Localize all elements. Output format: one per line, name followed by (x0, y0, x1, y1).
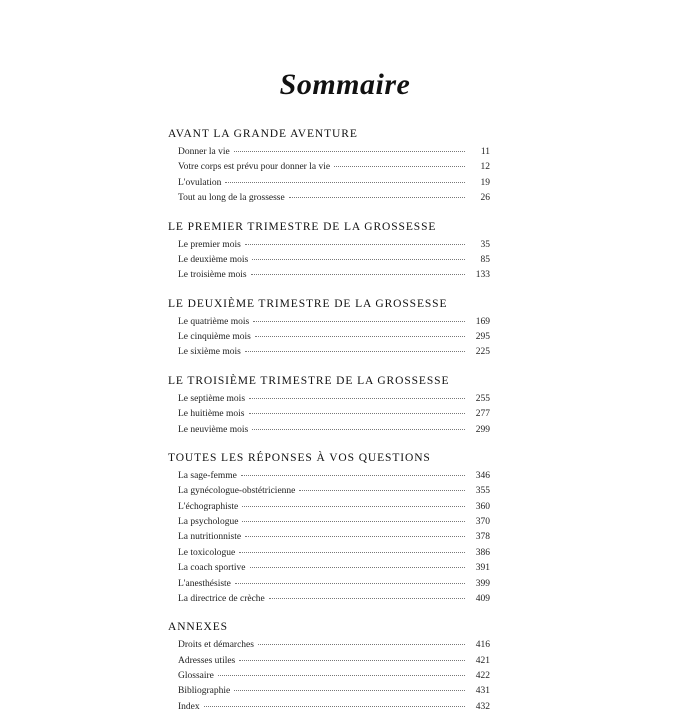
toc-entry[interactable] (168, 700, 490, 715)
toc-entry-page-number: 391 (475, 563, 490, 574)
toc-entry-leader-dots (225, 182, 465, 183)
toc-entry-page-number: 355 (475, 486, 490, 497)
toc-entry-leader-dots (235, 583, 465, 584)
toc-entry[interactable] (168, 561, 490, 576)
toc-entry-label: Droits et démarches (178, 640, 254, 651)
toc-entry-leader-dots (334, 166, 465, 167)
toc-entry-page-number: 169 (475, 316, 490, 327)
toc-entry-label: Votre corps est prévu pour donner la vie (178, 162, 331, 173)
toc-entry-page-number: 225 (475, 347, 490, 358)
toc-entry-page-number: 299 (475, 424, 490, 435)
toc-entry-page-number: 133 (475, 270, 490, 281)
toc-entry[interactable] (168, 407, 490, 422)
toc-section-heading: LE DEUXIÈME TRIMESTRE DE LA GROSSESSE (168, 297, 448, 310)
toc-entry-leader-dots (234, 690, 465, 691)
toc-entry-leader-dots (204, 706, 465, 707)
toc-entry[interactable] (168, 392, 490, 407)
toc-entry-leader-dots (218, 675, 465, 676)
toc-entry-page-number: 360 (475, 501, 490, 512)
toc-entry-page-number: 295 (475, 332, 490, 342)
toc-entry-label: L'anesthésiste (178, 578, 231, 589)
toc-section-heading: LE TROISIÈME TRIMESTRE DE LA GROSSESSE (168, 374, 450, 387)
toc-entry[interactable] (168, 577, 490, 592)
toc-entry[interactable] (168, 500, 490, 515)
toc-section-heading: AVANT LA GRANDE AVENTURE (168, 128, 358, 140)
toc-section (168, 298, 490, 361)
toc-section-heading: LE PREMIER TRIMESTRE DE LA GROSSESSE (168, 220, 437, 233)
toc-entry-label: Glossaire (178, 671, 214, 681)
toc-entry-label: La directrice de crèche (178, 593, 265, 604)
toc-entry-page-number: 378 (475, 532, 490, 543)
toc-section-heading: ANNEXES (168, 621, 228, 634)
toc-entry-label: Le cinquième mois (178, 332, 251, 342)
toc-entry-leader-dots (253, 321, 465, 322)
toc-entry[interactable] (168, 469, 490, 484)
page-title: Sommaire (279, 68, 411, 101)
toc-entry-label: La psychologue (178, 517, 239, 527)
toc-entry-label: Le quatrième mois (178, 316, 250, 327)
toc-entry[interactable] (168, 160, 490, 175)
toc-entry-page-number: 346 (475, 470, 490, 481)
toc-entry-leader-dots (245, 244, 465, 245)
toc-entry-label: Le huitième mois (178, 409, 245, 420)
toc-entry[interactable] (168, 268, 490, 283)
toc-entry[interactable] (168, 546, 490, 561)
toc-entry[interactable] (168, 191, 490, 206)
toc-entry-leader-dots (289, 197, 465, 198)
toc-entry-list (168, 145, 490, 207)
toc-section (168, 221, 490, 284)
toc-entry[interactable] (168, 345, 490, 360)
toc-entry-list (168, 392, 490, 438)
toc-entry[interactable] (168, 315, 490, 330)
toc-entry[interactable] (168, 423, 490, 438)
toc-entry-page-number: 432 (475, 701, 490, 712)
toc-entry-page-number: 399 (475, 578, 490, 589)
toc-entry-label: Le premier mois (178, 239, 241, 250)
toc-entry-list (168, 638, 490, 715)
toc-entry-label: Tout au long de la grossesse (178, 193, 285, 204)
toc-entry-label: Index (178, 701, 200, 712)
toc-section (168, 128, 490, 207)
toc-entry-list (168, 315, 490, 361)
toc-entry-page-number: 422 (475, 671, 490, 681)
toc-entry-page-number: 421 (475, 655, 490, 666)
toc-entry-label: Le neuvième mois (178, 424, 249, 435)
toc-entry-label: Adresses utiles (178, 655, 236, 666)
toc-entry[interactable] (168, 145, 490, 160)
toc-section-heading: TOUTES LES RÉPONSES À VOS QUESTIONS (168, 451, 431, 464)
toc-entry-page-number: 277 (475, 409, 490, 420)
toc-entry[interactable] (168, 669, 490, 684)
toc-entry[interactable] (168, 638, 490, 653)
toc-entry-list (168, 469, 490, 607)
toc-entry-page-number: 370 (475, 517, 490, 527)
toc-entry-leader-dots (234, 151, 465, 152)
toc-entry-leader-dots (242, 521, 465, 522)
toc-entry-page-number: 409 (475, 593, 490, 604)
toc-entry-label: La coach sportive (178, 563, 246, 574)
toc-entry-page-number: 431 (475, 686, 490, 697)
toc-entry-leader-dots (242, 506, 465, 507)
toc-entry-leader-dots (251, 274, 465, 275)
toc-entry-label: La nutritionniste (178, 532, 242, 543)
toc-entry-label: La gynécologue-obstétricienne (178, 486, 296, 497)
toc-entry-label: L'ovulation (178, 177, 222, 188)
toc-entry[interactable] (168, 238, 490, 253)
table-of-contents (0, 102, 690, 715)
toc-entry-label: La sage-femme (178, 470, 237, 481)
toc-entry-label: Le troisième mois (178, 270, 247, 281)
toc-entry-label: L'échographiste (178, 501, 239, 512)
toc-entry-leader-dots (252, 259, 465, 260)
toc-entry-page-number: 11 (480, 147, 490, 157)
toc-entry[interactable] (168, 176, 490, 191)
toc-entry-label: Le sixième mois (178, 347, 241, 358)
toc-section (168, 452, 490, 607)
toc-entry-label: Le toxicologue (178, 547, 236, 558)
toc-entry[interactable] (168, 253, 490, 268)
toc-section (168, 375, 490, 438)
toc-entry-leader-dots (239, 660, 465, 661)
toc-entry-leader-dots (299, 490, 465, 491)
toc-entry-label: Le septième mois (178, 393, 246, 404)
toc-entry-leader-dots (249, 398, 465, 399)
toc-entry[interactable] (168, 515, 490, 530)
toc-entry-leader-dots (241, 475, 465, 476)
toc-entry-leader-dots (255, 336, 465, 337)
toc-entry-label: Le deuxième mois (178, 254, 249, 265)
toc-entry-list (168, 238, 490, 284)
toc-entry-label: Bibliographie (178, 686, 231, 697)
toc-entry-leader-dots (252, 429, 465, 430)
toc-entry-page-number: 19 (480, 177, 490, 188)
toc-entry[interactable] (168, 484, 490, 499)
toc-entry[interactable] (168, 530, 490, 545)
toc-entry-leader-dots (239, 552, 465, 553)
toc-entry-leader-dots (269, 598, 465, 599)
toc-entry[interactable] (168, 654, 490, 669)
toc-entry[interactable] (168, 592, 490, 607)
toc-entry-page-number: 416 (475, 640, 490, 651)
toc-entry[interactable] (168, 684, 490, 699)
toc-entry-leader-dots (245, 536, 465, 537)
toc-entry-page-number: 12 (480, 162, 490, 173)
toc-entry-leader-dots (245, 351, 465, 352)
toc-entry-leader-dots (250, 567, 465, 568)
toc-section (168, 621, 490, 715)
toc-entry-page-number: 26 (480, 193, 490, 204)
toc-entry-label: Donner la vie (178, 147, 230, 157)
toc-entry[interactable] (168, 330, 490, 345)
toc-entry-page-number: 386 (475, 547, 490, 558)
toc-entry-leader-dots (249, 413, 466, 414)
toc-entry-page-number: 255 (475, 393, 490, 404)
toc-entry-page-number: 85 (480, 254, 490, 265)
toc-entry-page-number: 35 (480, 239, 490, 250)
toc-entry-leader-dots (258, 644, 465, 645)
